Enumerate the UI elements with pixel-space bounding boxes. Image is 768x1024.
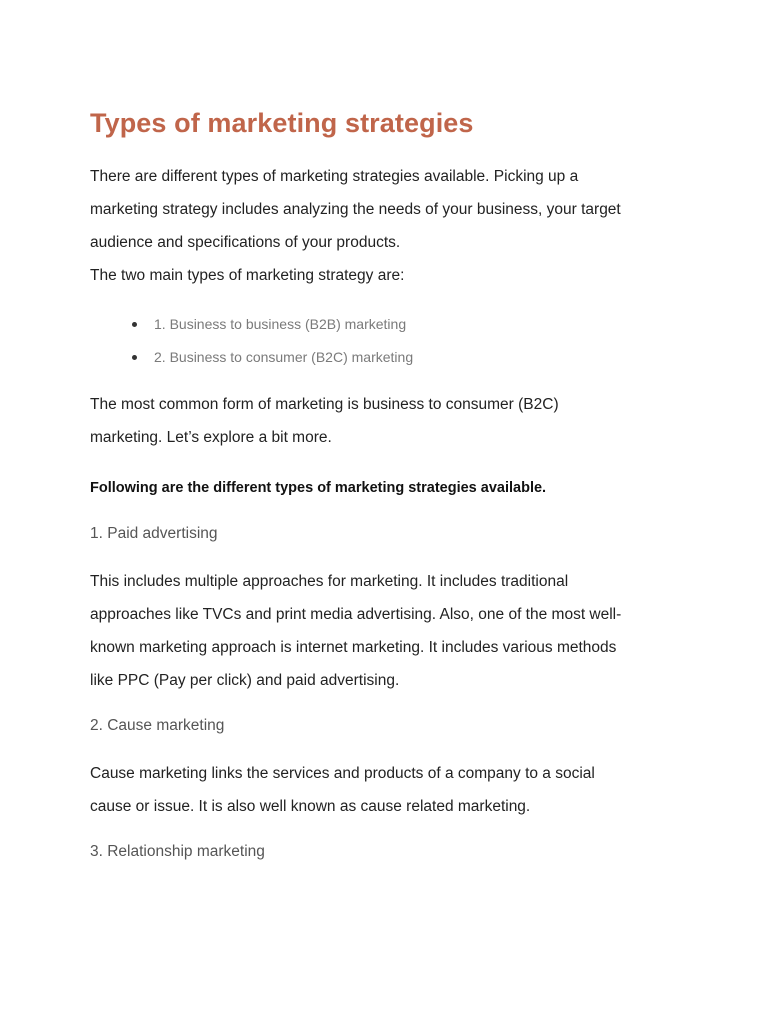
section-text-cause-marketing — [90, 757, 690, 823]
paragraph-line: approaches like TVCs and print media advertising. Also, one of the most well- — [90, 606, 622, 623]
paragraph-line: marketing. Let’s explore a bit more. — [90, 429, 332, 446]
paragraph-line: This includes multiple approaches for marketing. It includes traditional — [90, 573, 569, 590]
intro-line: audience and specifications of your products. — [90, 234, 401, 251]
paragraph-line: like PPC (Pay per click) and paid advertising. — [90, 672, 400, 689]
paragraph-line: cause or issue. It is also well known as cause related marketing. — [90, 798, 531, 815]
intro-paragraph — [90, 160, 690, 259]
common-form-paragraph — [90, 388, 690, 454]
list-item — [132, 308, 690, 341]
list-item-label: 2. Business to consumer (B2C) marketing — [154, 349, 414, 365]
section-heading-relationship-marketing: 3. Relationship marketing — [90, 843, 265, 860]
section-text-paid-advertising — [90, 565, 690, 697]
main-types-list — [90, 308, 690, 374]
paragraph-line: The most common form of marketing is business to consumer (B2C) — [90, 396, 559, 413]
section-heading-paid-advertising: 1. Paid advertising — [90, 525, 218, 542]
page-title: Types of marketing strategies — [90, 108, 474, 138]
intro-line: marketing strategy includes analyzing the needs of your business, your target — [90, 201, 621, 218]
list-item-label: 1. Business to business (B2B) marketing — [154, 316, 407, 332]
strategies-heading: Following are the different types of marketing strategies available. — [90, 480, 547, 496]
section-heading-cause-marketing: 2. Cause marketing — [90, 717, 225, 734]
article-body — [90, 104, 690, 868]
bullet-icon — [132, 322, 137, 327]
paragraph-line: Cause marketing links the services and products of a company to a social — [90, 765, 595, 782]
list-item — [132, 341, 690, 374]
bullet-icon — [132, 355, 137, 360]
paragraph-line: known marketing approach is internet marketing. It includes various methods — [90, 639, 617, 656]
lead-in-text: The two main types of marketing strategy are: — [90, 267, 405, 284]
intro-line: There are different types of marketing strategies available. Picking up a — [90, 168, 579, 185]
